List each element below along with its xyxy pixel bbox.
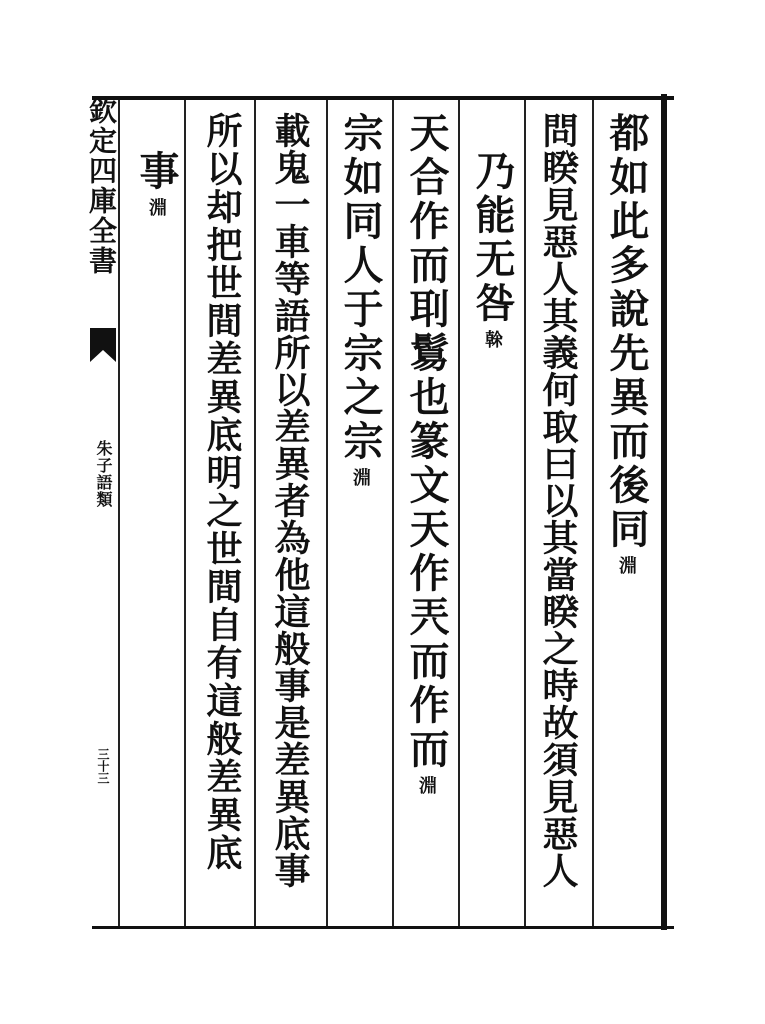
- column-note: 榦: [482, 330, 503, 349]
- column-text: 都如此多說先異而後同: [603, 112, 650, 552]
- text-column-1: [604, 112, 648, 575]
- column-text: 宗如同人于宗之宗: [337, 112, 384, 464]
- column-text: 天合作而刵鬄也篆文天作兲而作而: [403, 112, 450, 772]
- column-note: 淵: [146, 198, 167, 217]
- column-text: 乃能无咎: [469, 150, 516, 326]
- column-note: 淵: [350, 468, 371, 487]
- column-note: 淵: [616, 556, 637, 575]
- text-column-8: [134, 112, 178, 217]
- text-column-4: [404, 112, 448, 795]
- margin-book-title: 朱子語類: [94, 440, 113, 508]
- text-column-6: [268, 112, 312, 889]
- column-rule: [184, 100, 186, 926]
- text-column-7: [200, 112, 244, 872]
- text-column-5: [338, 112, 382, 487]
- column-rule: [524, 100, 526, 926]
- column-text: 問睽見惡人其義何取曰以其當睽之時故須見惡人: [537, 112, 579, 889]
- column-rule: [458, 100, 460, 926]
- column-rule: [254, 100, 256, 926]
- frame-top-border: [92, 96, 674, 100]
- column-note: 淵: [416, 776, 437, 795]
- fishtail-mark-icon: [90, 328, 116, 362]
- column-rule: [326, 100, 328, 926]
- column-rule: [118, 100, 120, 926]
- text-column-2: [536, 112, 580, 889]
- margin-series-title: 欽定四庫全書: [85, 96, 118, 276]
- column-rule: [592, 100, 594, 926]
- column-text: 所以却把世間差異底明之世間自有這般差異底: [201, 112, 243, 872]
- margin-page-number: 三十三: [96, 748, 110, 784]
- text-column-3: [470, 112, 514, 349]
- column-text: 事: [133, 150, 180, 194]
- frame-bottom-border: [92, 926, 674, 929]
- frame-right-border: [661, 94, 667, 930]
- column-rule: [392, 100, 394, 926]
- column-text: 載鬼一車等語所以差異者為他這般事是差異底事: [269, 112, 311, 889]
